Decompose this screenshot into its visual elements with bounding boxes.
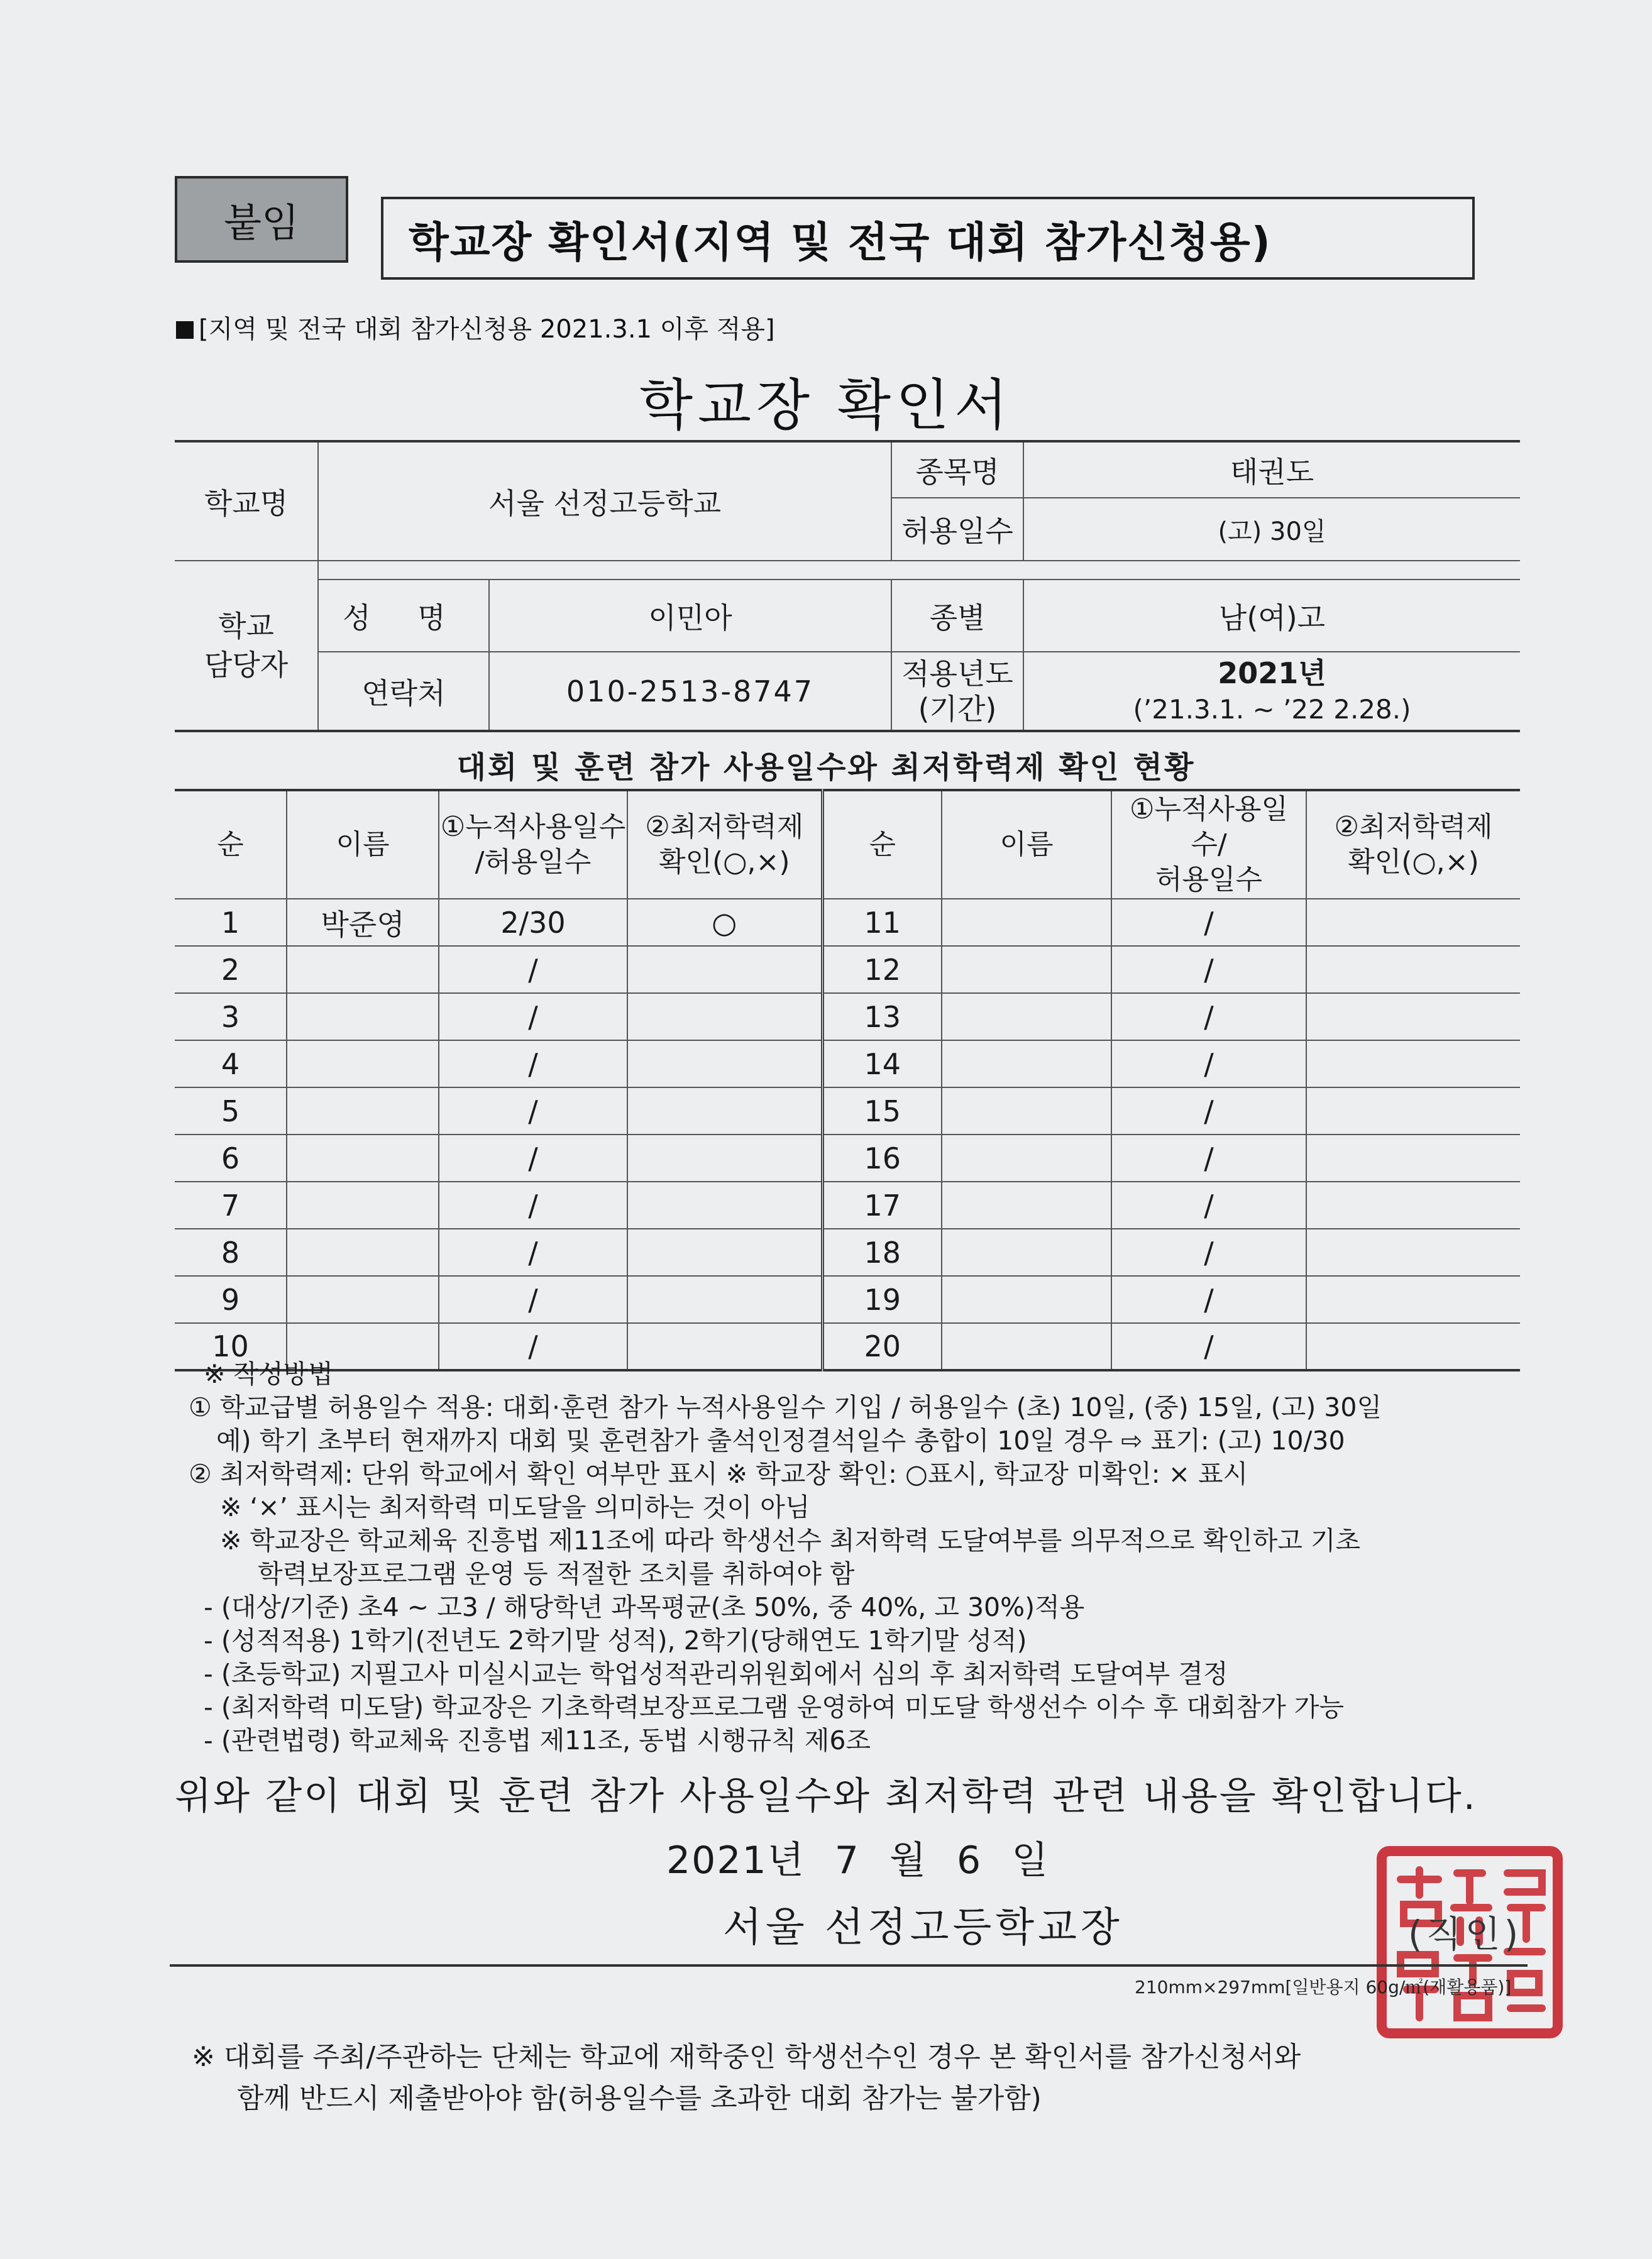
academic-check — [627, 946, 822, 993]
contact-value: 010-2513-8747 — [489, 652, 891, 731]
attachment-tag: 붙임 — [175, 176, 348, 263]
school-value: 서울 선정고등학교 — [318, 441, 891, 561]
method-note-2-line-2: 학력보장프로그램 운영 등 적절한 조치를 취하여야 함 — [258, 1559, 855, 1589]
student-name — [942, 1087, 1111, 1135]
seal-label: (직인) — [1408, 1913, 1523, 1955]
academic-check — [627, 1229, 822, 1276]
table-row — [175, 1040, 1520, 1087]
method-bullet: - (성적적용) 1학기(전년도 2학기말 성적), 2학기(당해연도 1학기말 성적) — [204, 1625, 1027, 1656]
roster-title: 대회 및 훈련 참가 사용일수와 최저학력제 확인 현황 — [456, 750, 1196, 785]
student-name — [287, 946, 439, 993]
student-name: 박준영 — [287, 899, 439, 946]
days-used: / — [439, 1182, 627, 1229]
academic-check — [627, 1040, 822, 1087]
form-standard-note-text: [지역 및 전국 대회 참가신청용 2021.3.1 이후 적용] — [199, 315, 775, 344]
method-item-1-example: 예) 학기 초부터 현재까지 대회 및 훈련참가 출석인정결석일수 총합이 10일 경우 ⇨ 표기: (고) 10/30 — [216, 1426, 1345, 1456]
bottom-divider — [170, 1964, 1528, 1967]
issue-date: 2021년 7 월 6 일 — [666, 1839, 1050, 1883]
year-label: 적용년도 (기간) — [891, 652, 1023, 731]
student-name — [287, 1276, 439, 1323]
days-used: 2/30 — [439, 899, 627, 946]
row-number: 11 — [822, 899, 942, 946]
paper-spec: 210mm×297mm[일반용지 60g/㎡(재활용품)] — [1135, 1977, 1512, 1998]
row-number: 1 — [175, 899, 287, 946]
days-used: / — [439, 1040, 627, 1087]
student-name — [942, 899, 1111, 946]
academic-check — [1306, 899, 1520, 946]
roster-table — [175, 789, 1520, 1371]
days-used: / — [439, 1229, 627, 1276]
academic-check — [627, 1135, 822, 1182]
row-number: 19 — [822, 1276, 942, 1323]
academic-check — [627, 1182, 822, 1229]
row-number: 7 — [175, 1182, 287, 1229]
student-name — [942, 1040, 1111, 1087]
row-number: 12 — [822, 946, 942, 993]
academic-check — [1306, 1229, 1520, 1276]
allowed-days-label: 허용일수 — [891, 498, 1023, 561]
table-row — [175, 1135, 1520, 1182]
academic-check — [1306, 1087, 1520, 1135]
academic-check — [627, 1276, 822, 1323]
allowed-days-value: (고) 30일 — [1023, 498, 1520, 561]
days-used: / — [1111, 946, 1306, 993]
year-cell — [1023, 652, 1520, 731]
days-used: / — [1111, 1040, 1306, 1087]
row-number: 6 — [175, 1135, 287, 1182]
row-number: 20 — [822, 1323, 942, 1370]
info-table — [175, 440, 1520, 732]
row-number: 13 — [822, 993, 942, 1040]
method-bullet: - (대상/기준) 초4 ~ 고3 / 해당학년 과목평균(초 50%, 중 40%, 고 30%)적용 — [204, 1592, 1085, 1622]
student-name — [942, 1135, 1111, 1182]
row-number: 5 — [175, 1087, 287, 1135]
row-number: 17 — [822, 1182, 942, 1229]
black-square-bullet-icon — [176, 321, 194, 339]
academic-check — [1306, 993, 1520, 1040]
days-used: / — [1111, 899, 1306, 946]
method-item-1: ① 학교급별 허용일수 적용: 대회·훈련 참가 누적사용일수 기입 / 허용일수 (초) 10일, (중) 15일, (고) 30일 — [189, 1392, 1382, 1422]
sport-value: 태권도 — [1023, 441, 1520, 498]
row-number: 15 — [822, 1087, 942, 1135]
student-name — [287, 1229, 439, 1276]
header-academic-right: ②최저학력제 확인(○,×) — [1306, 790, 1520, 899]
table-row — [175, 1229, 1520, 1276]
student-name — [942, 1276, 1111, 1323]
row-number: 9 — [175, 1276, 287, 1323]
table-row — [175, 1276, 1520, 1323]
academic-check: ○ — [627, 899, 822, 946]
footnote — [192, 2036, 1543, 2119]
header-no-right: 순 — [822, 790, 942, 899]
student-name — [942, 1229, 1111, 1276]
method-note-1: ※ ‘×’ 표시는 최저학력 미도달을 의미하는 것이 아님 — [220, 1492, 810, 1522]
academic-check — [1306, 946, 1520, 993]
row-number: 8 — [175, 1229, 287, 1276]
footnote-line-2: 함께 반드시 제출받아야 함(허용일수를 초과한 대회 참가는 불가함) — [237, 2082, 1042, 2114]
table-row — [175, 946, 1520, 993]
student-name — [287, 1087, 439, 1135]
writing-method — [189, 1358, 1559, 1757]
days-used: / — [1111, 1229, 1306, 1276]
days-used: / — [439, 993, 627, 1040]
student-name — [287, 993, 439, 1040]
year-value: 2021년 — [1218, 656, 1326, 690]
name-value: 이민아 — [489, 580, 891, 652]
days-used: / — [439, 1087, 627, 1135]
school-label: 학교명 — [175, 441, 318, 561]
method-heading: ※ 작성방법 — [204, 1359, 333, 1389]
header-days: ①누적사용일수 /허용일수 — [439, 790, 627, 899]
method-bullet: - (초등학교) 지필고사 미실시교는 학업성적관리위원회에서 심의 후 최저학력 도달여부 결정 — [204, 1659, 1228, 1689]
days-used: / — [439, 1323, 627, 1370]
document-title: 학교장 확인서 — [639, 373, 1013, 437]
table-row — [175, 1087, 1520, 1135]
row-number: 14 — [822, 1040, 942, 1087]
header-name-right: 이름 — [942, 790, 1111, 899]
row-number: 16 — [822, 1135, 942, 1182]
days-used: / — [1111, 1276, 1306, 1323]
form-standard-note — [176, 309, 775, 345]
header-name: 이름 — [287, 790, 439, 899]
student-name — [942, 946, 1111, 993]
academic-check — [1306, 1182, 1520, 1229]
row-number: 3 — [175, 993, 287, 1040]
days-used: / — [1111, 1087, 1306, 1135]
header-title: 학교장 확인서(지역 및 전국 대회 참가신청용) — [381, 197, 1475, 280]
header-no: 순 — [175, 790, 287, 899]
row-number: 10 — [175, 1323, 287, 1370]
year-period: (’21.3.1. ~ ’22 2.28.) — [1133, 693, 1411, 725]
days-used: / — [439, 1135, 627, 1182]
method-bullet: - (관련법령) 학교체육 진흥법 제11조, 동법 시행규칙 제6조 — [204, 1725, 871, 1756]
days-used: / — [1111, 1182, 1306, 1229]
days-used: / — [1111, 1323, 1306, 1370]
academic-check — [1306, 1276, 1520, 1323]
row-number: 18 — [822, 1229, 942, 1276]
gender-value: 남(여)고 — [1023, 580, 1520, 652]
principal-signature: 서울 선정고등학교장 — [723, 1904, 1123, 1951]
row-number: 4 — [175, 1040, 287, 1087]
sport-label: 종목명 — [891, 441, 1023, 498]
method-bullet: - (최저학력 미도달) 학교장은 기초학력보장프로그램 운영하여 미도달 학생선수 이수 후 대회참가 가능 — [204, 1692, 1344, 1722]
row-number: 2 — [175, 946, 287, 993]
manager-label: 학교 담당자 — [175, 561, 318, 731]
academic-check — [627, 1087, 822, 1135]
name-label: 성 명 — [318, 580, 489, 652]
academic-check — [1306, 1135, 1520, 1182]
contact-label: 연락처 — [318, 652, 489, 731]
header-days-right: ①누적사용일수/ 허용일수 — [1111, 790, 1306, 899]
table-row — [175, 993, 1520, 1040]
days-used: / — [1111, 993, 1306, 1040]
gender-label: 종별 — [891, 580, 1023, 652]
student-name — [287, 1040, 439, 1087]
student-name — [287, 1135, 439, 1182]
table-row — [175, 899, 1520, 946]
header-academic: ②최저학력제 확인(○,×) — [627, 790, 822, 899]
days-used: / — [1111, 1135, 1306, 1182]
method-item-2: ② 최저학력제: 단위 학교에서 확인 여부만 표시 ※ 학교장 확인: ○표시, 학교장 미확인: × 표시 — [189, 1459, 1248, 1489]
confirmation-statement: 위와 같이 대회 및 훈련 참가 사용일수와 최저학력 관련 내용을 확인합니다. — [175, 1774, 1477, 1818]
academic-check — [627, 993, 822, 1040]
days-used: / — [439, 946, 627, 993]
student-name — [942, 993, 1111, 1040]
table-row — [175, 1182, 1520, 1229]
student-name — [287, 1182, 439, 1229]
days-used: / — [439, 1276, 627, 1323]
student-name — [942, 1182, 1111, 1229]
academic-check — [1306, 1040, 1520, 1087]
method-note-2-line-1: ※ 학교장은 학교체육 진흥법 제11조에 따라 학생선수 최저학력 도달여부를 의무적으로 확인하고 기초 — [220, 1525, 1361, 1556]
footnote-line-1: ※ 대회를 주최/주관하는 단체는 학교에 재학중인 학생선수인 경우 본 확인서를 참가신청서와 — [192, 2041, 1301, 2073]
